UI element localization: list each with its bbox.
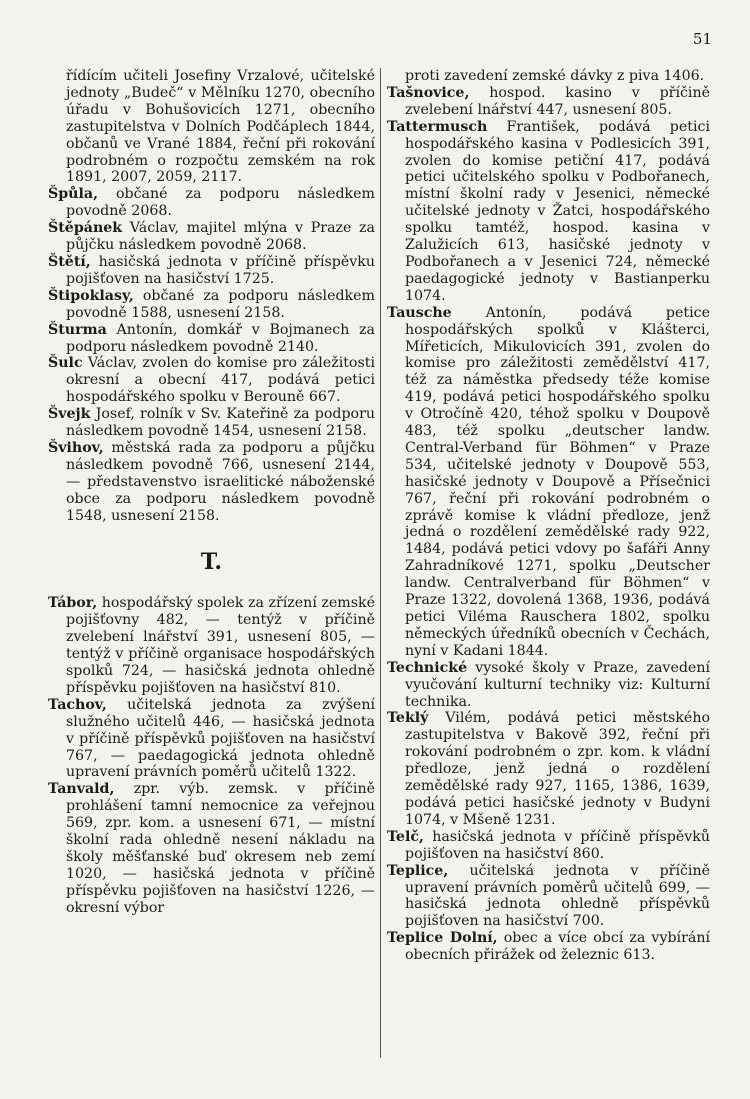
entry-headword: Technické [387, 659, 468, 676]
index-entry [387, 85, 710, 119]
entry-text: zpr. výb. zemsk. v příčině prohlášení tamní nemocnice za veřejnou 569, zpr. kom. a usnesení 671, — místní školní rada ohledně nesení nákladu na školy měšťanské buď okresem neb zemí 1020, — hasičská jednota v příčině příspěvku pojišťoven na hasičství 1226, — okresní výbor [66, 781, 375, 916]
index-entry [48, 595, 375, 696]
column-divider [380, 68, 381, 1058]
entry-headword: Štětí, [48, 253, 91, 270]
entry-headword: Teplice, [387, 862, 449, 879]
entry-text: městská rada za podporu a půjčku následkem povodně 766, usnesení 2144, — představenstvo israelitické náboženské obce za podporu následkem povodně 1548, usnesení 2158. [66, 439, 375, 524]
index-entry [387, 863, 710, 931]
entry-headword: Telč, [387, 828, 424, 845]
entry-headword: Teklý [387, 710, 429, 727]
entry-text: obec a více obcí za vybírání obecních přirážek od železnic 613. [405, 930, 710, 964]
page-number: 51 [692, 30, 712, 48]
entry-text: občané za podporu následkem povodně 2068. [66, 186, 375, 220]
entry-headword: Švihov, [48, 439, 104, 456]
index-entry [387, 710, 710, 828]
entry-text: hospodářský spolek za zřízení zemské pojišťovny 482, — tentýž v příčině zvelebení lnářství 391, usnesení 805, — tentýž v příčině organisace hospodářských spolků 724, — hasičská jednota ohledně příspěvku pojišťoven na hasičství 810. [66, 595, 375, 696]
entry-text: Antonín, podává petice hospodářských spolků v Klášterci, Mířeticích, Mikulovicích 391, zvolen do komise pro záležitosti zemědělství 417, též za náměstka předsedy téže komise 419, podává petici hospodářského spolku v Otročíně 420, téhož spolku v Doupově 483, též spolku „deutscher landw. Central-Verband für Böhmen“ v Praze 534, učitelské jednoty v Doupově 553, hasičské jednoty v Doupově a Přísečnici 767, řeční při rokování podrobném o zprávě komise k vládní předloze, jenž jedná o rozdělení zemědělské rady 922, 1484, podává petici vdovy po šafáři Anny Zahradníkové 1271, spolku „Deutscher landw. Centralverband für Böhmen“ v Praze 1322, dovolená 1368, 1936, podává petici Viléma Rauschera 1802, spolku německých úředníků obecních v Čechách, nyní v Kadani 1844. [405, 304, 710, 659]
entry-headword: Špůla, [48, 186, 99, 203]
entry-headword: Tanvald, [48, 781, 115, 798]
entry-text: občané za podporu následkem povodně 1588, usnesení 2158. [66, 287, 375, 321]
entry-text: hospod. kasino v příčině zvelebení lnářství 447, usnesení 805. [405, 84, 710, 118]
entry-text: hasičská jednota v příčině příspěvku pojišťoven na hasičství 1725. [66, 253, 375, 287]
index-entry [48, 406, 375, 440]
entry-text: učitelská jednota za zvýšení služného učitelů 446, — hasičská jednota v příčině příspěvků pojišťoven na hasičství 767, — paedagogická jednota ohledně upravení právních poměrů učitelů 1322. [66, 696, 375, 781]
entry-text: učitelská jednota v příčině upravení právních poměrů učitelů 699, — hasičská jednota ohledně příspěvků pojišťoven na hasičství 700. [405, 862, 710, 930]
index-entry [48, 288, 375, 322]
entry-text: hasičská jednota v příčině příspěvků pojišťoven na hasičství 860. [405, 828, 710, 862]
entry-text: vysoké školy v Praze, zavedení vyučování kulturní techniky viz: Kulturní technika. [405, 659, 710, 710]
entry-headword: Šturma [48, 321, 107, 338]
left-column [48, 68, 375, 917]
entry-headword: Šulc [48, 355, 83, 372]
entry-headword: Štěpánek [48, 220, 123, 237]
index-entry [48, 322, 375, 356]
entry-headword: Tábor, [48, 595, 98, 612]
entry-headword: Tausche [387, 304, 452, 321]
index-entry [387, 305, 710, 660]
section-letter: T. [200, 549, 223, 576]
entry-text: řídícím učiteli Josefiny Vrzalové, učitelské jednoty „Budeč“ v Mělníku 1270, obecního úřadu v Bohušovicích 1271, obecního zastupitelstva v Dolních Podčáplech 1844, občanů ve Vrané 1884, řeční při rokování podrobném o rozpočtu zemském na rok 1891, 2007, 2059, 2117. [66, 68, 375, 186]
index-entry [387, 930, 710, 964]
index-entry [48, 186, 375, 220]
entry-text: Vilém, podává petici městského zastupitelstva v Bakově 392, řeční při rokování podrobném o zpr. kom. k vládní předloze, jenž jedná o rozdělení zemědělské rady 927, 1165, 1386, 1639, podává petici hasičské jednoty v Budyni 1074, v Mšeně 1231. [405, 710, 710, 828]
index-entry [48, 254, 375, 288]
index-entry [48, 355, 375, 406]
right-column [387, 68, 710, 964]
index-entry [48, 220, 375, 254]
index-entry [48, 781, 375, 916]
entry-text: Václav, zvolen do komise pro záležitosti okresní a obecní 417, podává petici hospodářského spolku v Berouně 667. [66, 355, 375, 406]
index-entry [48, 697, 375, 782]
entry-text: Václav, majitel mlýna v Praze za půjčku následkem povodně 2068. [66, 220, 375, 254]
entry-text: Josef, rolník v Sv. Kateřině za podporu následkem povodně 1454, usnesení 2158. [66, 406, 375, 440]
entry-headword: Tattermusch [387, 118, 488, 135]
entry-headword: Tachov, [48, 696, 107, 713]
index-entry [48, 68, 375, 186]
entry-text: Antonín, domkář v Bojmanech za podporu následkem povodně 2140. [66, 321, 375, 355]
index-entry [387, 68, 710, 85]
index-entry [48, 440, 375, 525]
entry-headword: Švejk [48, 406, 91, 423]
entry-headword: Teplice Dolní, [387, 930, 498, 947]
index-entry [387, 660, 710, 711]
entry-headword: Štipoklasy, [48, 287, 134, 304]
entry-text: František, podává petici hospodářského kasina v Podlesicích 391, zvolen do komise petiční 417, podává petici učitelského spolku v Podbořanech, místní školní rady v Jesenici, německé učitelské jednoty v Žatci, hospodářského spolku tamtéž, hospod. kasina v Zalužicích 613, hasičské jednoty v Podbořanech a v Jesenici 724, německé paedagogické jednoty v Bastianperku 1074. [405, 118, 710, 304]
index-entry [387, 119, 710, 305]
entry-text: proti zavedení zemské dávky z piva 1406. [405, 68, 705, 84]
entry-headword: Tašnovice, [387, 84, 470, 101]
index-entry [387, 829, 710, 863]
